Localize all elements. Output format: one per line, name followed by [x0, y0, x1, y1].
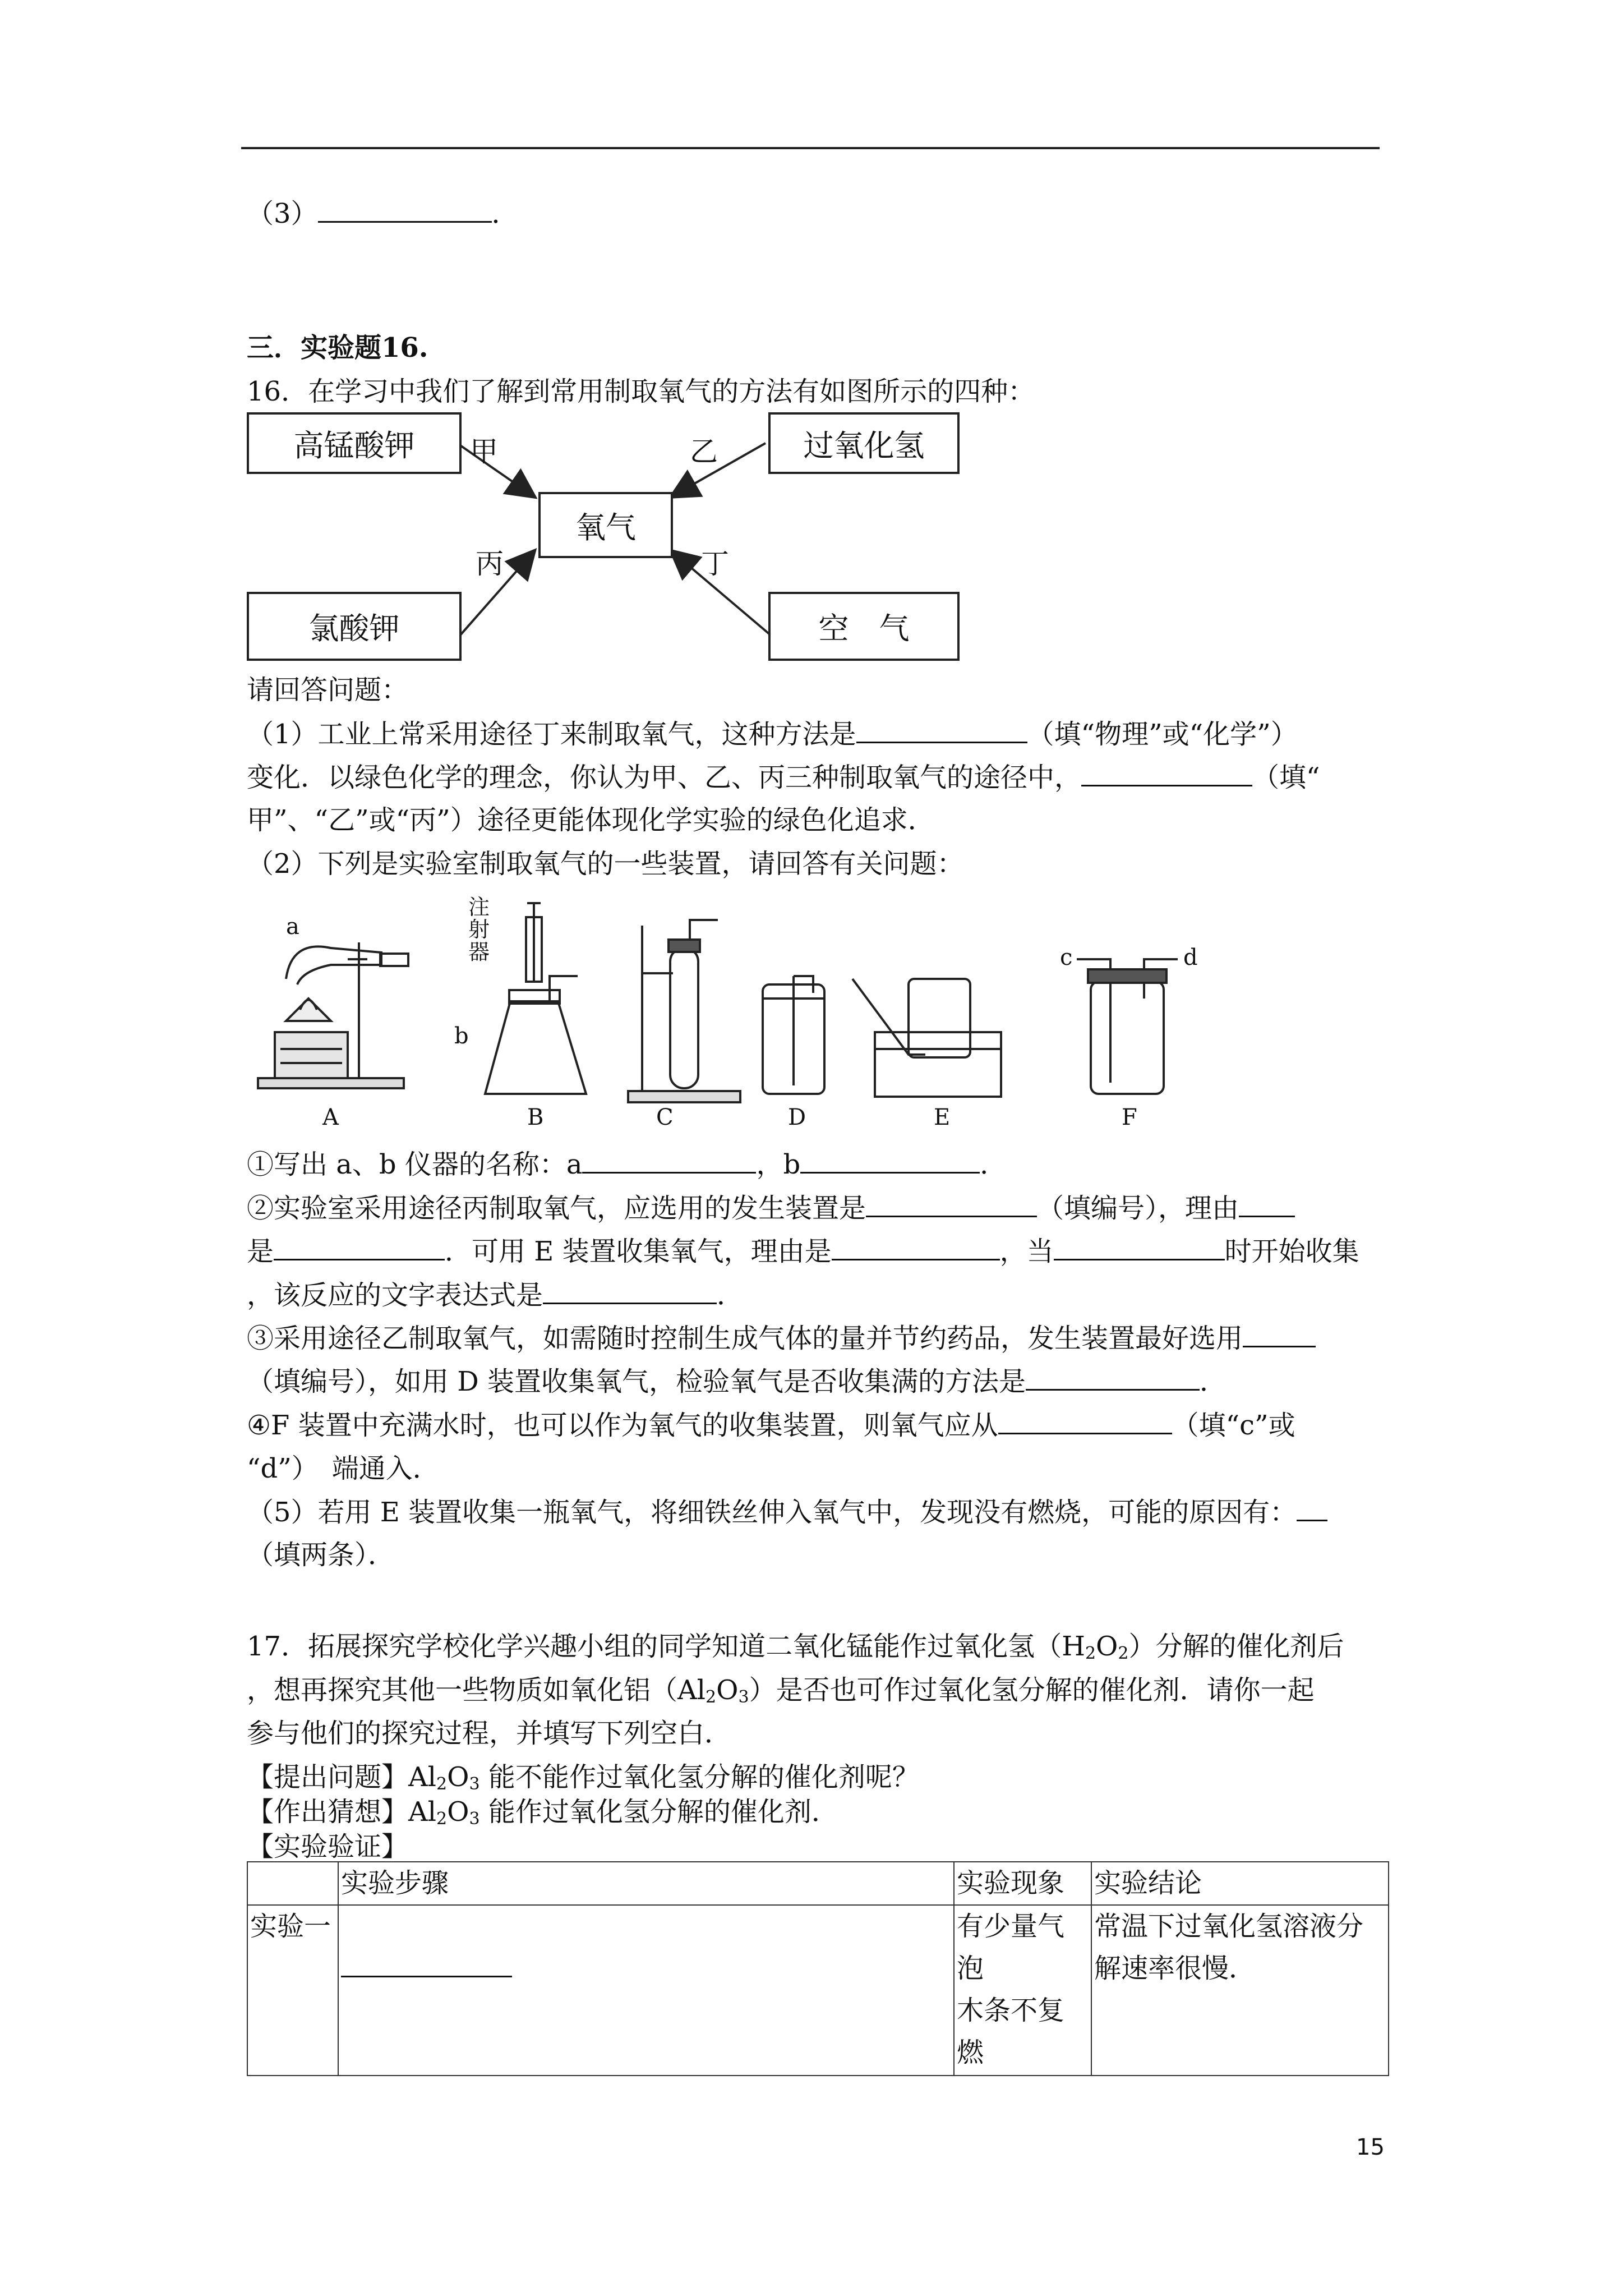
route-jia: 甲 — [470, 435, 498, 468]
part-label-b: b — [454, 1023, 469, 1049]
table-cell-steps — [338, 1905, 954, 2076]
apparatus-label-D: D — [788, 1105, 806, 1128]
q17-verify-heading: 【实验验证】 — [247, 1831, 409, 1862]
box-potassium-chlorate: 氯酸钾 — [247, 592, 462, 661]
prev-answer-line: （3） ． — [247, 196, 519, 231]
q16-p1-line2: 变化．以绿色化学的理念，你认为甲、乙、丙三种制取氧气的途径中， （填“ — [247, 760, 1320, 794]
syringe-label-3: 器 — [468, 940, 490, 964]
q16-s2-line1: ②实验室采用途径丙制取氧气，应选用的发生装置是 （填编号），理由 — [247, 1191, 1295, 1225]
apparatus-label-F: F — [1122, 1105, 1137, 1128]
q16-p5-line1: （5）若用 E 装置收集一瓶氧气，将细铁丝伸入氧气中，发现没有燃烧，可能的原因有： — [247, 1495, 1327, 1529]
oxygen-routes-diagram — [247, 412, 959, 659]
route-ding: 丁 — [701, 547, 729, 580]
q17-line2: ，想再探究其他一些物质如氧化铝$(Al_2O_3)$是否也可作过氧化氢分解的催化剂．请你一起 — [247, 1674, 1315, 1707]
table-header-cell — [247, 1862, 338, 1905]
q16-p1-line1: （1）工业上常采用途径丁来制取氧气，这种方法是 （填“物理”或“化学”） — [247, 717, 1298, 751]
part-label-d: d — [1183, 945, 1198, 970]
q17-line1: 17．拓展探究学校化学兴趣小组的同学知道二氧化锰能作过氧化氢$(H_2O_2)$分解的催化剂后 — [247, 1631, 1344, 1663]
q16-p5-line2: （填两条）． — [247, 1539, 395, 1571]
apparatus-label-E: E — [934, 1105, 951, 1128]
syringe-label-1: 注 — [468, 895, 490, 919]
phenomenon-line: 泡 — [957, 1953, 984, 1984]
q17-line3: 参与他们的探究过程，并填写下列空白． — [247, 1718, 732, 1749]
part-label-c: c — [1060, 945, 1073, 970]
box-potassium-permanganate: 高锰酸钾 — [247, 412, 462, 474]
apparatus-label-C: C — [656, 1105, 674, 1128]
part-label-a: a — [286, 914, 299, 940]
box-hydrogen-peroxide: 过氧化氢 — [768, 412, 960, 474]
conclusion-line: 解速率很慢． — [1094, 1953, 1256, 1984]
table-row — [247, 1905, 1389, 2076]
page-number: 15 — [1356, 2134, 1385, 2160]
phenomenon-line: 燃 — [957, 2037, 984, 2068]
box-air: 空 气 — [768, 592, 960, 661]
q16-s3-line1: ③采用途径乙制取氧气，如需随时控制生成气体的量并节约药品，发生装置最好选用 — [247, 1321, 1316, 1355]
experiment-table — [247, 1861, 1389, 2076]
apparatus-label-A: A — [322, 1105, 339, 1128]
q16-s3-line2: （填编号），如用 D 装置收集氧气，检验氧气是否收集满的方法是 ． — [247, 1364, 1227, 1398]
table-cell-name: 实验一 — [247, 1905, 338, 2076]
table-header-cell: 实验现象 — [954, 1862, 1091, 1905]
q16-stem: 16．在学习中我们了解到常用制取氧气的方法有如图所示的四种： — [247, 376, 1035, 407]
phenomenon-line: 木条不复 — [957, 1995, 1065, 2026]
conclusion-line: 常温下过氧化氢溶液分 — [1094, 1911, 1364, 1942]
table-header-row — [247, 1862, 1389, 1905]
apparatus-drawing — [247, 881, 1223, 1128]
q16-prompt: 请回答问题： — [247, 674, 409, 706]
q16-s2-line3: ，该反应的文字表达式是 ． — [247, 1278, 744, 1312]
phenomenon-line: 有少量气 — [957, 1911, 1065, 1942]
q16-s4-line2: “d”） 端通入． — [247, 1453, 440, 1484]
syringe-label-2: 射 — [468, 917, 490, 942]
apparatus-label-B: B — [527, 1105, 544, 1128]
q16-p2: （2）下列是实验室制取氧气的一些装置，请回答有关问题： — [247, 848, 964, 880]
q16-s2-line2: 是 ．可用 E 装置收集氧气，理由是 ，当 时开始收集 — [247, 1234, 1359, 1268]
route-yi: 乙 — [690, 435, 718, 468]
apparatus-figure — [247, 881, 1223, 1128]
section-title: 三．实验题16. — [247, 332, 428, 364]
header-rule — [241, 147, 1380, 149]
q16-s4-line1: ④F 装置中充满水时，也可以作为氧气的收集装置，则氧气应从 （填“c”或 — [247, 1408, 1295, 1442]
q16-s1: ①写出 a、b 仪器的名称：a ，b ． — [247, 1147, 1007, 1181]
q17-hypothesis: 【作出猜想】$Al_2O_3$ 能作过氧化氢分解的催化剂． — [247, 1796, 838, 1829]
q16-p1-line3: 甲”、“乙”或“丙”）途径更能体现化学实验的绿色化追求． — [247, 804, 935, 836]
table-cell-phenomenon — [954, 1905, 1091, 2076]
route-bing: 丙 — [476, 547, 504, 580]
q17-question: 【提出问题】$Al_2O_3$ 能不能作过氧化氢分解的催化剂呢？ — [247, 1761, 919, 1794]
box-oxygen: 氧气 — [538, 492, 673, 558]
table-header-cell: 实验结论 — [1091, 1862, 1389, 1905]
table-header-cell: 实验步骤 — [338, 1862, 954, 1905]
table-cell-conclusion — [1091, 1905, 1389, 2076]
